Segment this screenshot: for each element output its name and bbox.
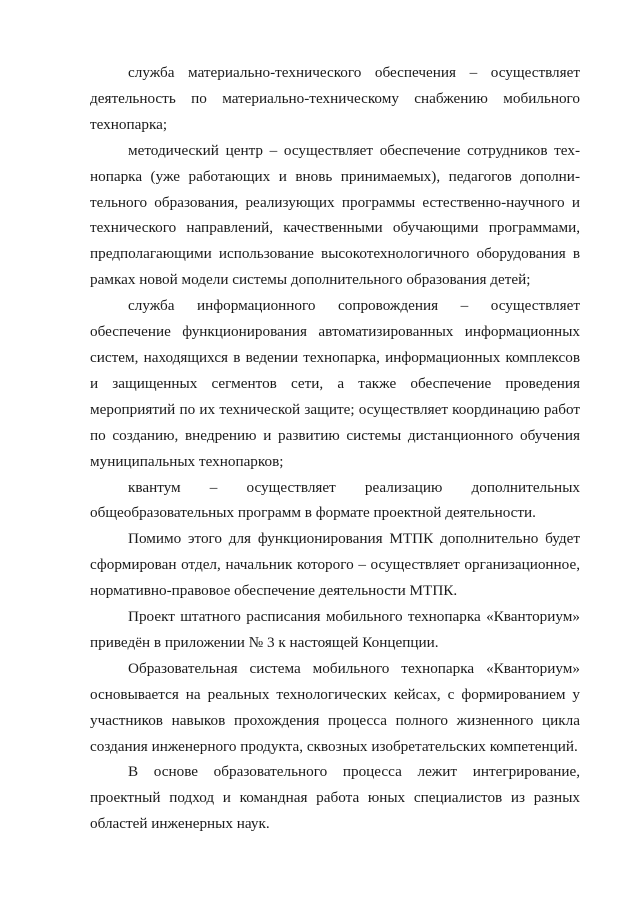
paragraph-staff-schedule: Проект штатного расписания мобильного технопарка «Кванториум» приведён в приложении № 3 к настоящей Концепции. <box>90 608 580 651</box>
paragraph-educational-process: В основе образовательного процесса лежит интегрирование, проектный подход и командная работа юных специалистов из разных областей инженерных наук. <box>90 763 580 833</box>
paragraph-methodical-center: методический центр – осуществляет обеспечение сотрудников технопарка (уже работающих и вновь принимаемых), педагогов дополнительного образования, реализующих программы естественно-научного и технического направлений, качественными обучающими программами, предполагающими использование высокотехнологичного оборудования в рамках новой модели системы дополнительного образования детей; <box>90 141 580 289</box>
document-body <box>90 60 580 837</box>
paragraph-educational-system: Образовательная система мобильного технопарка «Кванториум» основывается на реальных технологических кейсах, с формированием у участников навыков прохождения процесса полного жизненного цикла создания инженерного продукта, сквозных изобретательских компетенций. <box>90 659 580 755</box>
paragraph-department: Помимо этого для функционирования МТПК дополнительно будет сформирован отдел, начальник которого – осуществляет организационное, нормативно-правовое обеспечение деятельности МТПК. <box>90 530 580 600</box>
paragraph-information-service: служба информационного сопровождения – осуществляет обеспечение функционирования автоматизированных информационных систем, находящихся в ведении технопарка, информационных комплексов и защищенных сегментов сети, а также обеспечение проведения мероприятий по их технической защите; осуществляет координацию работ по созданию, внедрению и развитию системы дистанционного обучения муниципальных технопарков; <box>90 297 580 470</box>
paragraph-logistics-service: служба материально-технического обеспечения – осуществляет деятельность по материально-техническому снабжению мобильного технопарка; <box>90 64 580 133</box>
paragraph-quantum: квантум – осуществляет реализацию дополнительных общеобразовательных программ в формате проектной деятельности. <box>90 478 580 522</box>
